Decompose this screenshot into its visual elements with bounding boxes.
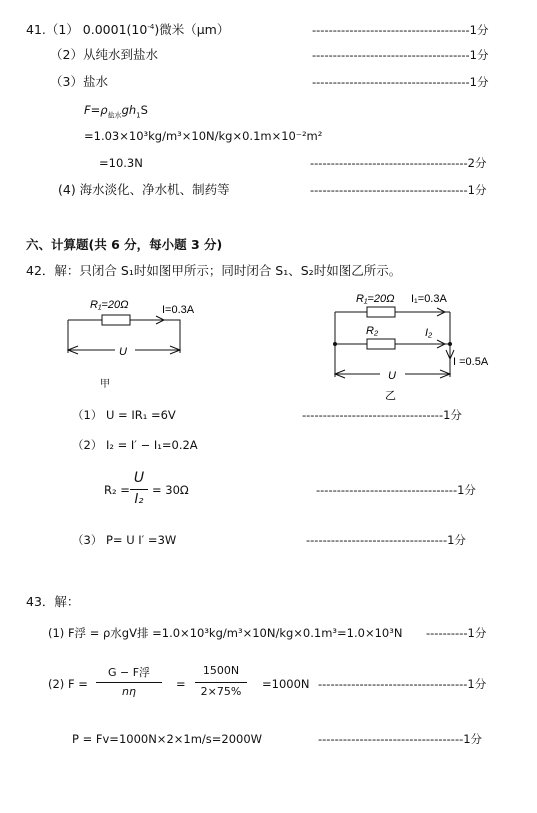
q41-part2: （2）从纯水到盐水 xyxy=(50,47,158,62)
q43-line-2-equals: = xyxy=(176,677,186,691)
q43-line-2-fraction-bar-2 xyxy=(195,682,247,683)
q42-score-2: ----------------------------------1分 xyxy=(316,483,476,497)
q41-part4: (4) 海水淡化、净水机、制药等 xyxy=(58,182,230,197)
q41-score-2: --------------------------------------1分 xyxy=(312,48,489,62)
q41-formula-1: $F=\rho_{盐水}gh_1S$ xyxy=(84,103,148,120)
q42-step-1: （1） U = IR₁ =6V xyxy=(72,408,176,422)
q43-line-1: (1) F浮 = ρ水gV排 =1.0×10³kg/m³×10N/kg×0.1m³=1.0×10³N xyxy=(48,626,403,640)
section-six-heading: 六、计算题(共 6 分，每小题 3 分) xyxy=(26,237,223,252)
yi-current-label: I =0.5A xyxy=(453,356,489,368)
yi-voltage-label: U xyxy=(388,370,396,382)
q42-step-4: （3） P= U I′ =3W xyxy=(72,533,177,547)
q41-score-1: --------------------------------------1分 xyxy=(312,23,489,37)
q43-line-2-numerator: G − F浮 xyxy=(107,666,151,679)
jia-current-label: I=0.3A xyxy=(162,304,195,316)
yi-caption: 乙 xyxy=(385,390,396,402)
q42-step-2: （2） I₂ = I′ − I₁=0.2A xyxy=(72,438,198,452)
q42-step-3-fraction-bar xyxy=(130,489,148,490)
q41-part3: （3）盐水 xyxy=(50,74,108,89)
circuit-yi-diagram xyxy=(325,287,505,402)
q42-step-3-numerator: U xyxy=(133,470,145,486)
q43-score-3: -----------------------------------1分 xyxy=(318,732,483,746)
q43-line-3: P = Fv=1000N×2×1m/s=2000W xyxy=(72,732,263,746)
jia-voltage-label: U xyxy=(119,346,127,358)
q43-score-2: ------------------------------------1分 xyxy=(318,677,487,691)
q43-score-1: ----------1分 xyxy=(426,626,487,640)
q43-line-2-denominator-2: 2×75% xyxy=(200,685,242,698)
yi-i1-label: I₁=0.3A xyxy=(411,293,447,305)
q43-line-2-denominator: nη xyxy=(122,685,136,698)
q43-line-2-rhs: =1000N xyxy=(262,677,310,691)
q42-step-3-denominator: I₂ xyxy=(134,492,144,507)
q41-score-3: --------------------------------------1分 xyxy=(312,75,489,89)
yi-r1-label: R₁=20Ω xyxy=(356,293,395,305)
yi-i2-label: I₂ xyxy=(425,327,433,339)
yi-r2-label: R₂ xyxy=(366,325,379,337)
q43-line-2-lhs: (2) F = xyxy=(48,677,88,691)
q43-line-2-numerator-2: 1500N xyxy=(202,664,240,677)
q42-step-3-rhs: = 30Ω xyxy=(152,483,189,497)
q42-score-1: ----------------------------------1分 xyxy=(302,408,462,422)
circuit-jia-diagram xyxy=(60,295,195,390)
q42-intro: 42．解：只闭合 S₁时如图甲所示；同时闭合 S₁、S₂时如图乙所示。 xyxy=(26,263,402,278)
q41-formula-2: =1.03×10³kg/m³×10N/kg×0.1m×10⁻²m² xyxy=(84,129,323,143)
jia-caption: 甲 xyxy=(100,379,110,390)
q42-step-3-lhs: R₂ = xyxy=(104,483,130,497)
q42-score-3: ----------------------------------1分 xyxy=(306,533,466,547)
q41-formula-3: =10.3N xyxy=(99,156,143,170)
q43-intro: 43．解： xyxy=(26,594,80,609)
q41-part1: 41.（1） $0.0001(10^{-4})$微米（μm） xyxy=(26,22,230,37)
q43-line-2-fraction-bar xyxy=(96,682,162,683)
q41-score-4: --------------------------------------2分 xyxy=(310,156,487,170)
q41-score-5: --------------------------------------1分 xyxy=(310,183,487,197)
jia-r1-label: R₁=20Ω xyxy=(90,299,129,311)
